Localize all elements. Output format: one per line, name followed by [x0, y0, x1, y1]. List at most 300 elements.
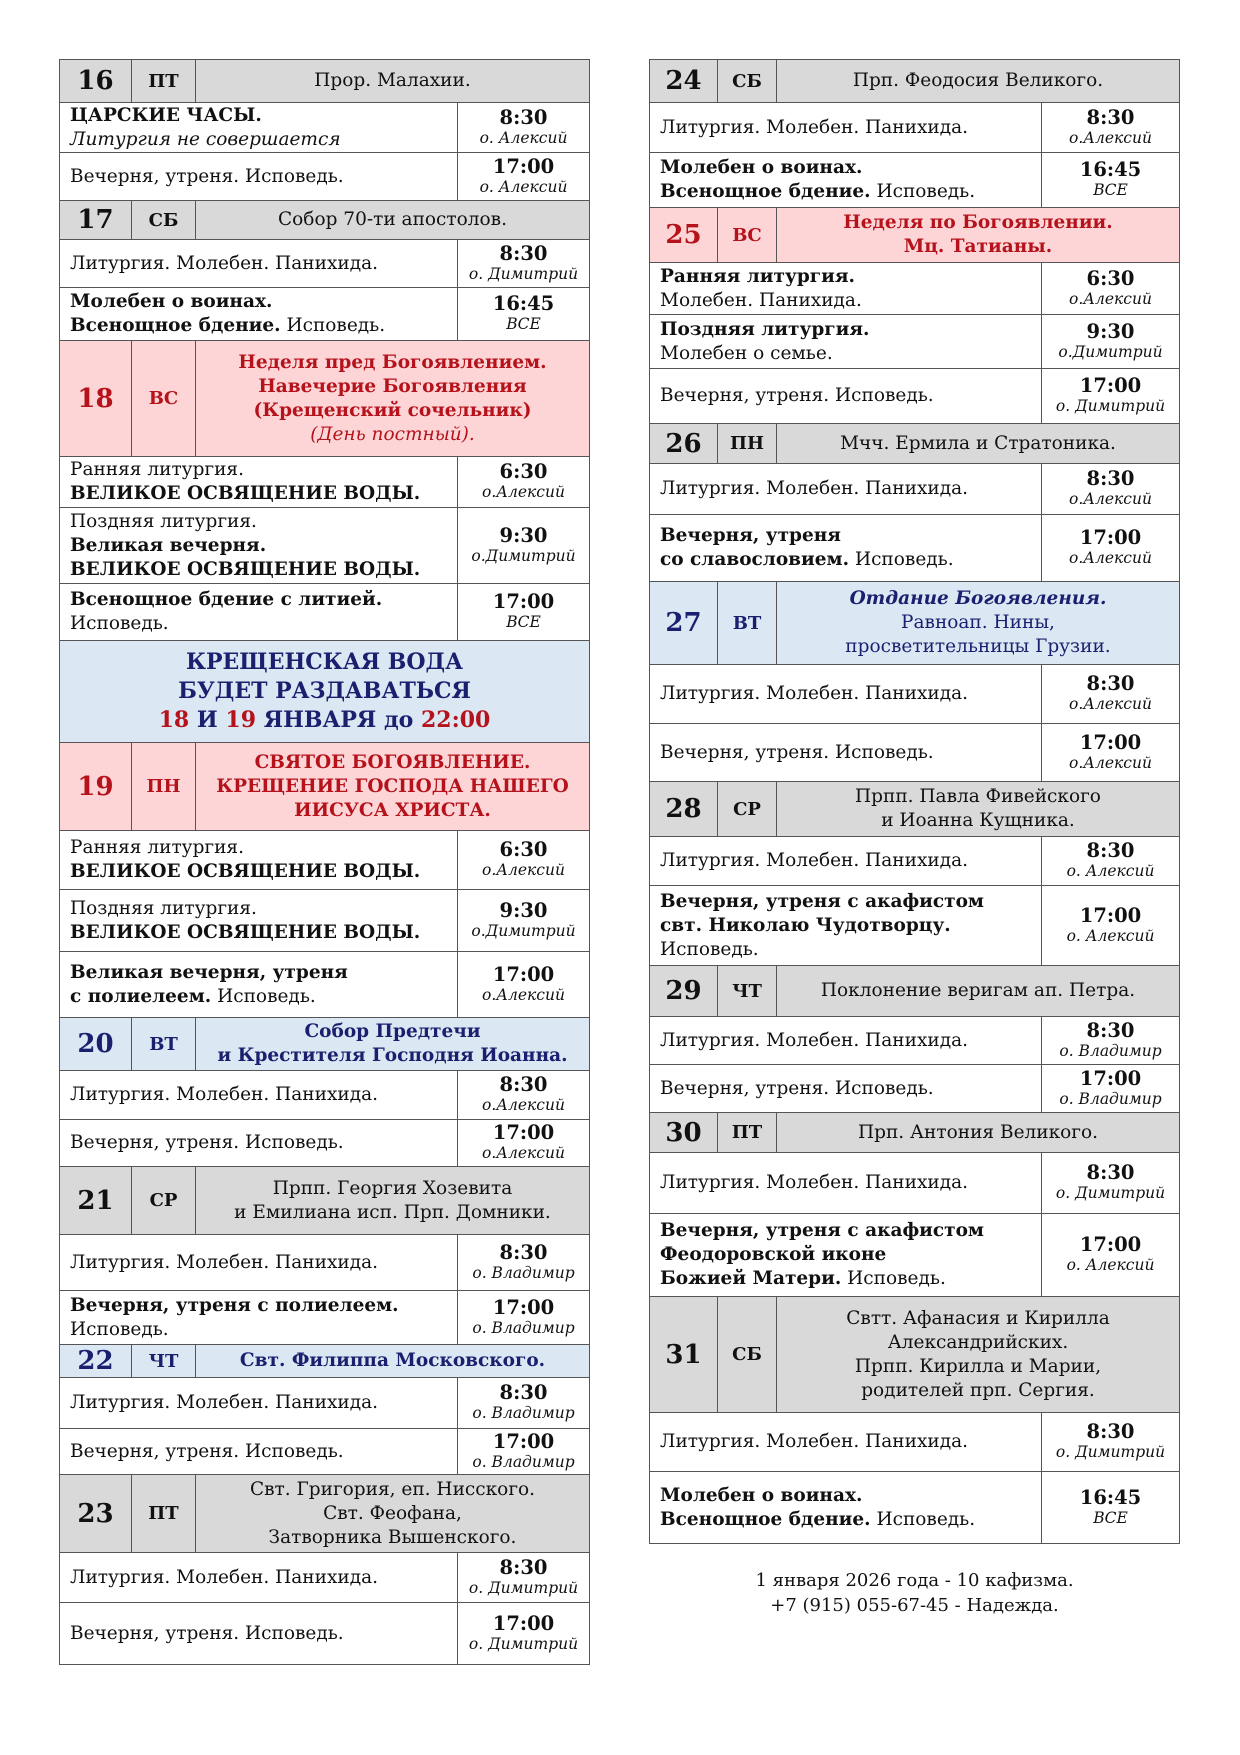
service-description — [60, 1603, 458, 1664]
service-line: Вечерня, утреня с акафистом — [660, 1220, 984, 1241]
feast-line: Свтт. Афанасия и Кирилла — [846, 1307, 1110, 1329]
feast-title — [196, 341, 589, 456]
feast-title — [777, 582, 1179, 664]
service-row — [650, 837, 1179, 886]
feast-title — [196, 743, 589, 830]
service-line: Литургия. Молебен. Панихида. — [70, 1392, 379, 1413]
service-row — [60, 288, 589, 341]
service-description — [650, 369, 1042, 423]
banner-line — [159, 706, 491, 735]
priest-name: о. Алексий — [479, 128, 568, 147]
day-24 — [650, 60, 1179, 208]
service-time-cell — [1042, 1472, 1179, 1543]
service-row — [60, 890, 589, 952]
feast-line: и Крестителя Господня Иоанна. — [217, 1045, 568, 1066]
day-number: 30 — [650, 1113, 718, 1152]
service-row — [650, 153, 1179, 208]
priest-name: о. Владимир — [472, 1404, 575, 1422]
service-line: свт. Николаю Чудотворцу. — [660, 914, 951, 936]
service-time-cell — [458, 240, 589, 287]
service-time-cell — [1042, 153, 1179, 207]
service-time-cell — [1042, 315, 1179, 368]
service-line: Исповедь. — [854, 549, 954, 570]
service-time-cell — [458, 1291, 589, 1344]
banner-line: КРЕЩЕНСКАЯ ВОДА — [185, 649, 464, 675]
service-line: Исповедь. — [876, 1508, 976, 1530]
feast-line: Прп. Феодосия Великого. — [852, 70, 1104, 91]
contact-phone: +7 (915) 055-67-45 - Надежда. — [770, 1595, 1059, 1616]
service-line: Литургия. Молебен. Панихида. — [70, 1566, 379, 1588]
feast-line: Александрийских. — [887, 1331, 1069, 1353]
day-number: 20 — [60, 1018, 132, 1070]
service-line: Исповедь. — [70, 1318, 169, 1340]
service-line: Литургия. Молебен. Панихида. — [660, 1431, 969, 1452]
service-line: Вечерня, утреня с акафистом — [660, 890, 984, 912]
service-line: со славословием. — [660, 549, 850, 570]
service-time-cell — [1042, 1214, 1179, 1296]
service-description — [650, 1153, 1042, 1213]
service-line: ВЕЛИКОЕ ОСВЯЩЕНИЕ ВОДЫ. — [70, 921, 421, 943]
banner-text: И — [196, 707, 218, 733]
priest-name: о. Владимир — [472, 1452, 575, 1471]
priest-name: о.Алексий — [482, 483, 565, 501]
service-row — [650, 724, 1179, 782]
service-line: Поздняя литургия. — [660, 318, 870, 340]
service-description — [650, 263, 1042, 314]
service-row — [60, 1603, 589, 1665]
schedule-column-left — [59, 59, 590, 1665]
service-line: Вечерня, утреня. Исповедь. — [660, 1077, 934, 1099]
feast-line: родителей прп. Сергия. — [861, 1379, 1095, 1401]
day-number: 16 — [60, 60, 132, 102]
service-row — [60, 1235, 589, 1291]
service-row — [60, 1071, 589, 1120]
priest-name: о. Димитрий — [468, 1634, 579, 1653]
priest-name: о. Димитрий — [1055, 1443, 1166, 1461]
service-line: Литургия. Молебен. Панихида. — [660, 683, 969, 704]
service-time-cell — [1042, 464, 1179, 514]
service-time: 17:00 — [492, 1295, 555, 1319]
service-time-cell — [1042, 369, 1179, 423]
service-time: 6:30 — [499, 838, 548, 861]
service-line: Литургия не совершается — [70, 128, 341, 150]
weekday: ПН — [132, 743, 196, 830]
service-time: 17:00 — [1079, 1066, 1142, 1090]
day-28 — [650, 782, 1179, 966]
service-line: ВЕЛИКОЕ ОСВЯЩЕНИЕ ВОДЫ. — [70, 483, 421, 504]
day-header — [650, 1113, 1179, 1153]
service-time: 8:30 — [499, 241, 548, 265]
service-line: Великая вечерня, утреня — [70, 961, 348, 983]
service-time: 16:45 — [1079, 1485, 1142, 1509]
day-number: 24 — [650, 60, 718, 102]
service-line: Литургия. Молебен. Панихида. — [660, 1172, 969, 1193]
service-row — [60, 1429, 589, 1475]
service-line: Великая вечерня. — [70, 534, 267, 556]
service-time: 9:30 — [499, 523, 548, 547]
feast-title — [777, 782, 1179, 836]
service-row — [650, 665, 1179, 724]
service-time-cell — [458, 952, 589, 1017]
service-line: Вечерня, утреня с полиелеем. — [70, 1294, 399, 1316]
priest-name: о. Алексий — [1066, 1256, 1155, 1274]
weekday: СБ — [718, 1297, 777, 1412]
service-time-cell — [458, 1378, 589, 1428]
service-description — [650, 153, 1042, 207]
priest-name: о.Алексий — [1069, 753, 1152, 772]
service-time-cell — [1042, 1153, 1179, 1213]
service-time-cell — [1042, 263, 1179, 314]
weekday: ЧТ — [132, 1345, 196, 1377]
service-row — [650, 103, 1179, 153]
service-time-cell — [458, 508, 589, 583]
service-description — [60, 584, 458, 640]
feast-title — [777, 1297, 1179, 1412]
day-number: 25 — [650, 208, 718, 262]
priest-name: о.Алексий — [1069, 128, 1152, 147]
service-line: Вечерня, утреня — [660, 525, 841, 546]
day-27 — [650, 582, 1179, 782]
feast-line: и Емилиана исп. Прп. Домники. — [234, 1201, 551, 1223]
service-description — [60, 1120, 458, 1166]
service-row — [60, 831, 589, 890]
service-description — [650, 886, 1042, 965]
priest-name: ВСЕ — [506, 613, 541, 631]
service-row — [60, 153, 589, 201]
service-time-cell — [458, 1071, 589, 1119]
day-header — [60, 341, 589, 457]
feast-title — [196, 1475, 589, 1552]
service-line: Поздняя литургия. — [70, 510, 257, 532]
service-description — [650, 1214, 1042, 1296]
service-description — [650, 1413, 1042, 1471]
day-number: 17 — [60, 201, 132, 239]
priest-name: о.Алексий — [482, 861, 565, 879]
service-time-cell — [1042, 886, 1179, 965]
service-row — [650, 1214, 1179, 1297]
priest-name: о.Алексий — [1069, 549, 1152, 567]
service-time: 6:30 — [1086, 266, 1135, 290]
service-time-cell — [1042, 515, 1179, 581]
day-header — [650, 966, 1179, 1017]
service-line: Божией Матери. — [660, 1268, 842, 1289]
feast-title — [777, 424, 1179, 463]
schedule-table-right — [649, 59, 1180, 1544]
weekday: ВС — [718, 208, 777, 262]
service-time: 6:30 — [499, 460, 548, 483]
day-header — [650, 424, 1179, 464]
day-header — [650, 782, 1179, 837]
feast-title — [777, 208, 1179, 262]
priest-name: о. Димитрий — [1055, 1184, 1166, 1202]
service-line: Исповедь. — [847, 1268, 946, 1289]
feast-title — [196, 201, 589, 239]
weekday: ЧТ — [718, 966, 777, 1016]
service-row — [60, 1378, 589, 1429]
service-description — [60, 831, 458, 889]
service-line: Литургия. Молебен. Панихида. — [660, 116, 969, 138]
service-line: Ранняя литургия. — [70, 459, 244, 480]
service-line: Вечерня, утреня. Исповедь. — [660, 741, 934, 763]
service-line: Литургия. Молебен. Панихида. — [660, 1029, 969, 1051]
service-time: 16:45 — [1079, 158, 1142, 181]
service-time-cell — [1042, 1017, 1179, 1064]
priest-name: ВСЕ — [1093, 181, 1128, 199]
holy-water-banner — [60, 641, 589, 743]
weekday: ПН — [718, 424, 777, 463]
day-30 — [650, 1113, 1179, 1297]
service-row — [60, 1120, 589, 1167]
feast-line: Навечерие Богоявления — [258, 375, 527, 397]
service-line: Вечерня, утреня. Исповедь. — [70, 165, 344, 187]
banner-text: ЯНВАРЯ до — [263, 707, 414, 733]
service-time: 8:30 — [1086, 839, 1135, 862]
feast-line: Собор Предтечи — [304, 1021, 481, 1042]
service-row — [650, 263, 1179, 315]
service-row — [650, 315, 1179, 369]
banner-line: БУДЕТ РАЗДАВАТЬСЯ — [178, 678, 471, 704]
feast-line: Неделя по Богоявлении. — [843, 212, 1113, 233]
service-description — [650, 837, 1042, 885]
feast-line: Свт. Филиппа Московского. — [239, 1350, 546, 1371]
service-line: Ранняя литургия. — [660, 265, 855, 287]
day-header — [650, 1297, 1179, 1413]
day-number: 31 — [650, 1297, 718, 1412]
service-row — [60, 103, 589, 153]
priest-name: ВСЕ — [1093, 1508, 1128, 1527]
banner-date: 19 — [225, 707, 257, 733]
service-line: Всенощное бдение. — [660, 1508, 871, 1530]
service-time-cell — [458, 831, 589, 889]
day-number: 18 — [60, 341, 132, 456]
service-description — [60, 890, 458, 951]
day-number: 21 — [60, 1167, 132, 1234]
feast-line: ИИСУСА ХРИСТА. — [294, 799, 491, 821]
service-description — [60, 240, 458, 287]
day-header — [60, 60, 589, 103]
banner-date: 18 — [158, 707, 190, 733]
day-20 — [60, 1018, 589, 1167]
day-header — [60, 1475, 589, 1553]
day-header — [60, 201, 589, 240]
service-row — [650, 515, 1179, 582]
service-description — [60, 1291, 458, 1344]
service-row — [650, 1017, 1179, 1065]
service-time: 8:30 — [1086, 672, 1135, 695]
priest-name: о.Алексий — [482, 985, 565, 1004]
feast-line: просветительницы Грузии. — [845, 636, 1111, 657]
service-time: 8:30 — [1086, 1161, 1135, 1184]
priest-name: о. Владимир — [472, 1263, 575, 1282]
priest-name: о.Алексий — [1069, 289, 1152, 308]
day-number: 19 — [60, 743, 132, 830]
service-line: Всенощное бдение. — [70, 315, 281, 336]
service-line: Всенощное бдение с литией. — [70, 589, 383, 610]
service-line: Исповедь. — [876, 181, 976, 202]
day-number: 23 — [60, 1475, 132, 1552]
service-description — [650, 724, 1042, 781]
priest-name: о. Владимир — [472, 1318, 575, 1337]
service-time: 9:30 — [499, 898, 548, 922]
feast-line: Поклонение веригам ап. Петра. — [820, 980, 1136, 1001]
feast-line: Мц. Татианы. — [903, 236, 1053, 257]
service-line: Молебен о воинах. — [70, 291, 273, 312]
day-19 — [60, 743, 589, 1018]
feast-line: (День постный). — [310, 423, 475, 445]
schedule-table-left — [59, 59, 590, 1665]
feast-line: Прпп. Павла Фивейского — [855, 786, 1101, 807]
banner-time: 22:00 — [421, 707, 491, 733]
service-time-cell — [1042, 1413, 1179, 1471]
service-row — [60, 1291, 589, 1345]
day-16 — [60, 60, 589, 201]
weekday: СР — [718, 782, 777, 836]
service-row — [650, 886, 1179, 966]
service-line: Литургия. Молебен. Панихида. — [660, 850, 969, 871]
service-row — [60, 240, 589, 288]
service-line: Молебен о воинах. — [660, 1484, 863, 1506]
service-line: Молебен о воинах. — [660, 157, 863, 178]
service-time: 17:00 — [1079, 526, 1142, 549]
weekday: СБ — [132, 201, 196, 239]
feast-line: Свт. Григория, еп. Нисского. — [249, 1478, 536, 1500]
service-time: 17:00 — [1079, 1233, 1142, 1256]
weekday: СР — [132, 1167, 196, 1234]
priest-name: о. Димитрий — [468, 1578, 579, 1597]
day-17 — [60, 201, 589, 341]
day-21 — [60, 1167, 589, 1345]
day-18 — [60, 341, 589, 641]
feast-title — [196, 1345, 589, 1377]
service-time-cell — [458, 1235, 589, 1290]
weekday: ВС — [132, 341, 196, 456]
service-description — [60, 457, 458, 507]
service-line: Ранняя литургия. — [70, 837, 244, 858]
feast-line: СВЯТОЕ БОГОЯВЛЕНИЕ. — [254, 751, 531, 773]
service-description — [650, 464, 1042, 514]
day-26 — [650, 424, 1179, 582]
feast-line: Прпп. Георгия Хозевита — [272, 1177, 513, 1199]
service-line: Литургия. Молебен. Панихида. — [70, 252, 379, 274]
feast-line: Прпп. Кирилла и Марии, — [854, 1355, 1102, 1377]
service-row — [650, 1413, 1179, 1472]
service-time: 8:30 — [1086, 1420, 1135, 1443]
service-time: 17:00 — [492, 590, 555, 613]
day-header — [60, 1345, 589, 1378]
service-time: 17:00 — [492, 154, 555, 178]
feast-line: Отдание Богоявления. — [849, 588, 1107, 609]
service-time: 8:30 — [499, 1555, 548, 1579]
service-line: Всенощное бдение. — [660, 181, 871, 202]
service-line: Вечерня, утреня. Исповедь. — [70, 1622, 344, 1644]
service-time-cell — [458, 288, 589, 340]
feast-line: Прп. Антония Великого. — [857, 1121, 1099, 1143]
service-line: Исповедь. — [70, 613, 169, 634]
service-time: 8:30 — [499, 1381, 548, 1404]
service-line: Вечерня, утреня. Исповедь. — [70, 1132, 344, 1153]
feast-line: Свт. Феофана, — [323, 1502, 462, 1524]
feast-line: Неделя пред Богоявлением. — [238, 351, 547, 373]
service-time-cell — [458, 1553, 589, 1602]
feast-title — [196, 1018, 589, 1070]
service-time-cell — [1042, 665, 1179, 723]
day-number: 27 — [650, 582, 718, 664]
service-time-cell — [1042, 103, 1179, 152]
service-line: Вечерня, утреня. Исповедь. — [660, 385, 934, 406]
service-line: с полиелеем. — [70, 985, 212, 1007]
priest-name: о.Алексий — [482, 1096, 565, 1114]
service-row — [650, 464, 1179, 515]
service-line: ВЕЛИКОЕ ОСВЯЩЕНИЕ ВОДЫ. — [70, 558, 421, 580]
weekday: ВТ — [132, 1018, 196, 1070]
priest-name: о.Алексий — [1069, 490, 1152, 508]
service-row — [60, 1553, 589, 1603]
priest-name: о. Алексий — [1066, 926, 1155, 945]
weekday: ПТ — [132, 60, 196, 102]
priest-name: ВСЕ — [506, 315, 541, 333]
feast-title — [196, 1167, 589, 1234]
day-header — [650, 208, 1179, 263]
service-time: 8:30 — [499, 1073, 548, 1096]
feast-line: (Крещенский сочельник) — [253, 399, 532, 421]
service-row — [650, 1065, 1179, 1113]
service-row — [60, 584, 589, 641]
service-description — [650, 665, 1042, 723]
service-time: 9:30 — [1086, 319, 1135, 343]
day-25 — [650, 208, 1179, 424]
service-line: Исповедь. — [286, 315, 386, 336]
service-line: ЦАРСКИЕ ЧАСЫ. — [70, 104, 262, 126]
service-time: 8:30 — [499, 1240, 548, 1264]
service-line: Литургия. Молебен. Панихида. — [660, 478, 969, 499]
feast-title — [196, 60, 589, 102]
service-row — [60, 952, 589, 1018]
service-line: Литургия. Молебен. Панихида. — [70, 1084, 379, 1105]
service-line: Молебен о семье. — [660, 342, 833, 364]
service-time-cell — [458, 457, 589, 507]
feast-line: Равноап. Нины, — [901, 612, 1055, 633]
service-line: ВЕЛИКОЕ ОСВЯЩЕНИЕ ВОДЫ. — [70, 861, 421, 882]
day-header — [650, 582, 1179, 665]
service-description — [650, 103, 1042, 152]
service-description — [60, 1378, 458, 1428]
day-number: 26 — [650, 424, 718, 463]
service-line: Вечерня, утреня. Исповедь. — [70, 1440, 344, 1462]
service-time-cell — [1042, 1065, 1179, 1112]
priest-name: о.Алексий — [1069, 695, 1152, 713]
kathisma-note: 1 января 2026 года - 10 кафизма. — [755, 1570, 1074, 1591]
weekday: ВТ — [718, 582, 777, 664]
priest-name: о. Алексий — [1066, 862, 1155, 880]
service-time: 16:45 — [492, 292, 555, 315]
service-line: Литургия. Молебен. Панихида. — [70, 1251, 379, 1273]
day-22 — [60, 1345, 589, 1475]
service-time-cell — [458, 890, 589, 951]
weekday: ПТ — [132, 1475, 196, 1552]
service-description — [60, 952, 458, 1017]
service-description — [60, 153, 458, 200]
service-time-cell — [458, 1120, 589, 1166]
service-row — [60, 457, 589, 508]
service-time-cell — [458, 1429, 589, 1474]
priest-name: о.Димитрий — [1058, 342, 1163, 361]
service-time: 8:30 — [1086, 1018, 1135, 1042]
service-time: 8:30 — [499, 105, 548, 129]
day-23 — [60, 1475, 589, 1665]
priest-name: о. Владимир — [1059, 1089, 1162, 1108]
service-time-cell — [458, 153, 589, 200]
feast-line: Прор. Малахии. — [314, 70, 471, 91]
